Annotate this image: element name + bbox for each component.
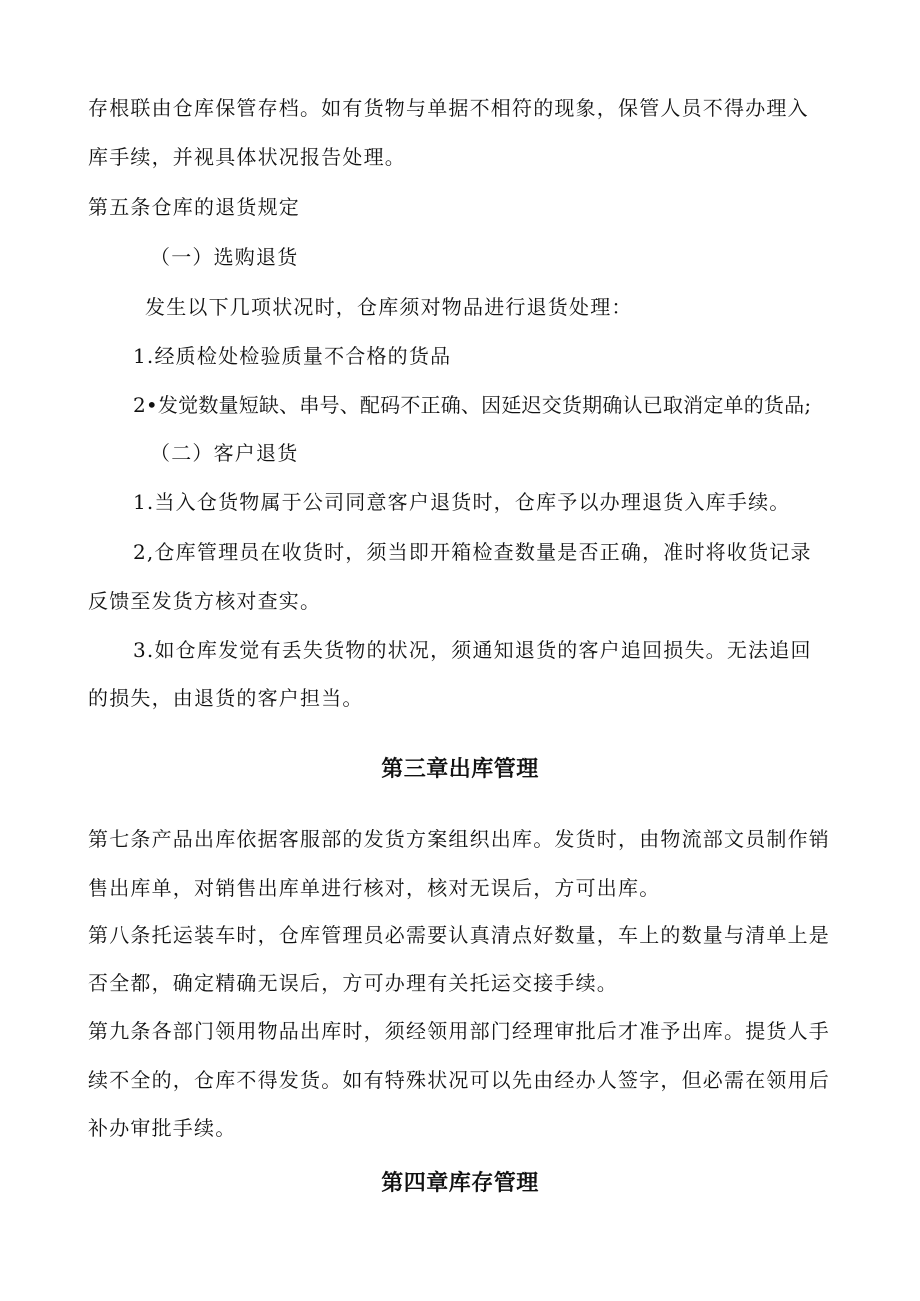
subsection-heading-1: （一）选购退货	[150, 245, 299, 269]
paragraph-line: 存根联由仓库保管存档。如有货物与单据不相符的现象，保管人员不得办理入	[88, 96, 809, 120]
paragraph-line: 的损失，由退货的客户担当。	[88, 686, 364, 710]
list-item-3: 3.如仓库发觉有丢失货物的状况，须通知退货的客户追回损失。无法追回	[133, 638, 812, 662]
paragraph-line: 否全都，确定精确无误后，方可办理有关托运交接手续。	[88, 971, 618, 995]
paragraph-line: 售出库单，对销售出库单进行核对，核对无误后，方可出库。	[88, 876, 661, 900]
list-item-1: 1.当入仓货物属于公司同意客户退货时，仓库予以办理退货入库手续。	[133, 490, 791, 514]
paragraph-line: 反馈至发货方核对查实。	[88, 589, 322, 613]
paragraph-line: 第九条各部门领用物品出库时，须经领用部门经理审批后才准予出库。提货人手	[88, 1019, 830, 1043]
paragraph-line: 发生以下几项状况时，仓库须对物品进行退货处理：	[145, 295, 633, 319]
list-item-2: 2•发觉数量短缺、串号、配码不正确、因延迟交货期确认已取消定单的货品;	[133, 393, 812, 417]
paragraph-line: 第八条托运装车时，仓库管理员必需要认真清点好数量，车上的数量与清单上是	[88, 923, 830, 947]
paragraph-line: 第七条产品出库依据客服部的发货方案组织出库。发货时，由物流部文员制作销	[88, 827, 830, 851]
article-heading-5: 第五条仓库的退货规定	[88, 195, 300, 219]
list-item-2: 2,仓库管理员在收货时，须当即开箱检查数量是否正确，准时将收货记录	[133, 540, 812, 564]
paragraph-line: 续不全的，仓库不得发货。如有特殊状况可以先由经办人签字，但必需在领用后	[88, 1068, 830, 1092]
chapter-heading-3: 第三章出库管理	[381, 757, 539, 782]
chapter-heading-4: 第四章库存管理	[381, 1171, 539, 1196]
paragraph-line: 补办审批手续。	[88, 1116, 237, 1140]
list-item-1: 1.经质检处检验质量不合格的货品	[133, 344, 452, 368]
subsection-heading-2: （二）客户退货	[150, 441, 299, 465]
paragraph-line: 库手续，并视具体状况报告处理。	[88, 145, 406, 169]
